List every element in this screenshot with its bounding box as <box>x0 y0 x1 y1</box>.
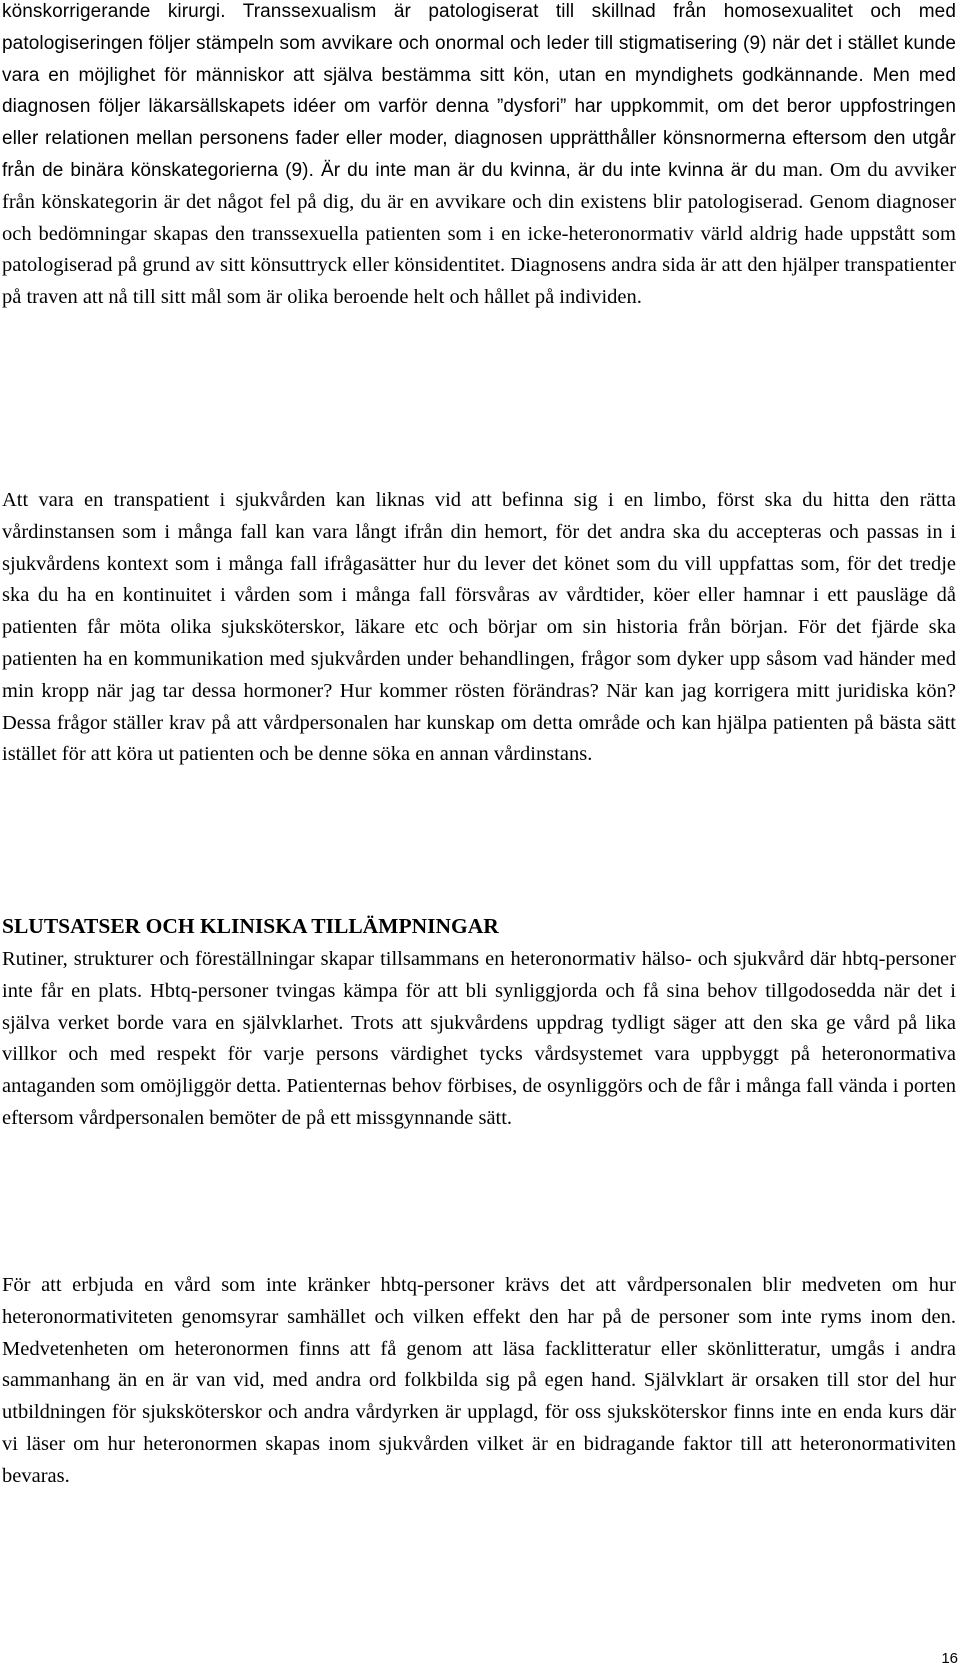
paragraph-serif-segment: man. Om du avviker från könskategorin är det något fel på dig, du är en avvikare och din existens blir patologiserad. Genom diagnoser och bedömningar skapas den transsexuella patienten som i en icke-heteronormativ värld aldrig hade uppstått som patologiserad på grund av sitt könsuttryck eller könsidentitet. Diagnosens andra sida är att den hjälper transpatienter på traven att nå till sitt mål som är olika beroende helt och hållet på individen. <box>2 158 957 309</box>
section-heading: SLUTSATSER OCH KLINISKA TILLÄMPNINGAR <box>2 914 499 938</box>
paragraph-sans-segment: könskorrigerande kirurgi. Transsexualism är patologiserat till skillnad från homosexualitet och med patologiseringen följer stämpeln som avvikare och onormal och leder till stigmatisering (9) när det i stället kunde vara en möjlighet för människor att själva bestämma sitt kön, utan en myndighets godkännande. Men med diagnosen följer läkarsällskapets idéer om varför denna ”dysfori” har uppkommit, om det beror uppfostringen eller relationen mellan personens fader eller moder, diagnosen upprätthåller könsnormerna eftersom den utgår från de binära könskategorierna (9). Är du inte man är du kvinna, är du inte kvinna är du <box>2 1 956 181</box>
body-paragraph: Att vara en transpatient i sjukvården kan liknas vid att befinna sig i en limbo, först ska du hitta den rätta vårdinstansen som i många fall kan vara långt ifrån din hemort, för det andra ska du accepteras och passas in i sjukvårdens kontext som i många fall ifrågasätter hur du lever det könet som du vill uppfattas som, för det tredje ska du ha en kontinuitet i vården som i många fall försvåras av vårdtider, köer eller hamnar i ett pausläge då patienten får möta olika sjuksköterskor, läkare etc och börjar om sin historia från början. För det fjärde ska patienten ha en kommunikation med sjukvården under behandlingen, frågor som dyker upp såsom vad händer med min kropp när jag tar dessa hormoner? Hur kommer rösten förändras? När kan jag korrigera mitt juridiska kön? Dessa frågor ställer krav på att vårdpersonalen har kunskap om detta område och kan hjälpa patienten på bästa sätt istället för att köra ut patienten och be denne söka en annan vårdinstans. <box>2 489 956 766</box>
body-paragraph: För att erbjuda en vård som inte kränker hbtq-personer krävs det att vårdpersonalen blir medveten om hur heteronormativiteten genomsyrar samhället och vilken effekt den har på de personer som inte ryms inom den. Medvetenheten om heteronormen finns att få genom att läsa facklitteratur eller skönlitteratur, umgås i andra sammanhang än en är van vid, med andra ord folkbilda sig på egen hand. Självklart är orsaken till stor del hur utbildningen för sjuksköterskor och andra vårdyrken är upplagd, för oss sjuksköterskor finns inte en enda kurs där vi läser om hur heteronormen skapas inom sjukvården vilket är en bidragande faktor till att heteronormativiten bevaras. <box>2 1274 956 1487</box>
body-paragraph: Rutiner, strukturer och föreställningar skapar tillsammans en heteronormativ hälso- och sjukvård där hbtq-personer inte får en plats. Hbtq-personer tvingas kämpa för att bli synliggjorda och få sina behov tillgodosedda när det i själva verket borde vara en självklarhet. Trots att sjukvårdens uppdrag tydligt säger att den ska ge vård på lika villkor och med respekt för varje persons värdighet tycks vårdsystemet vara uppbyggt på heteronormativa antaganden som omöjliggör detta. Patienternas behov förbises, de osynliggörs och de får i många fall vända i porten eftersom vårdpersonalen bemöter de på ett missgynnande sätt. <box>2 948 956 1129</box>
page-number: 16 <box>941 1650 958 1667</box>
body-paragraph <box>2 0 956 314</box>
